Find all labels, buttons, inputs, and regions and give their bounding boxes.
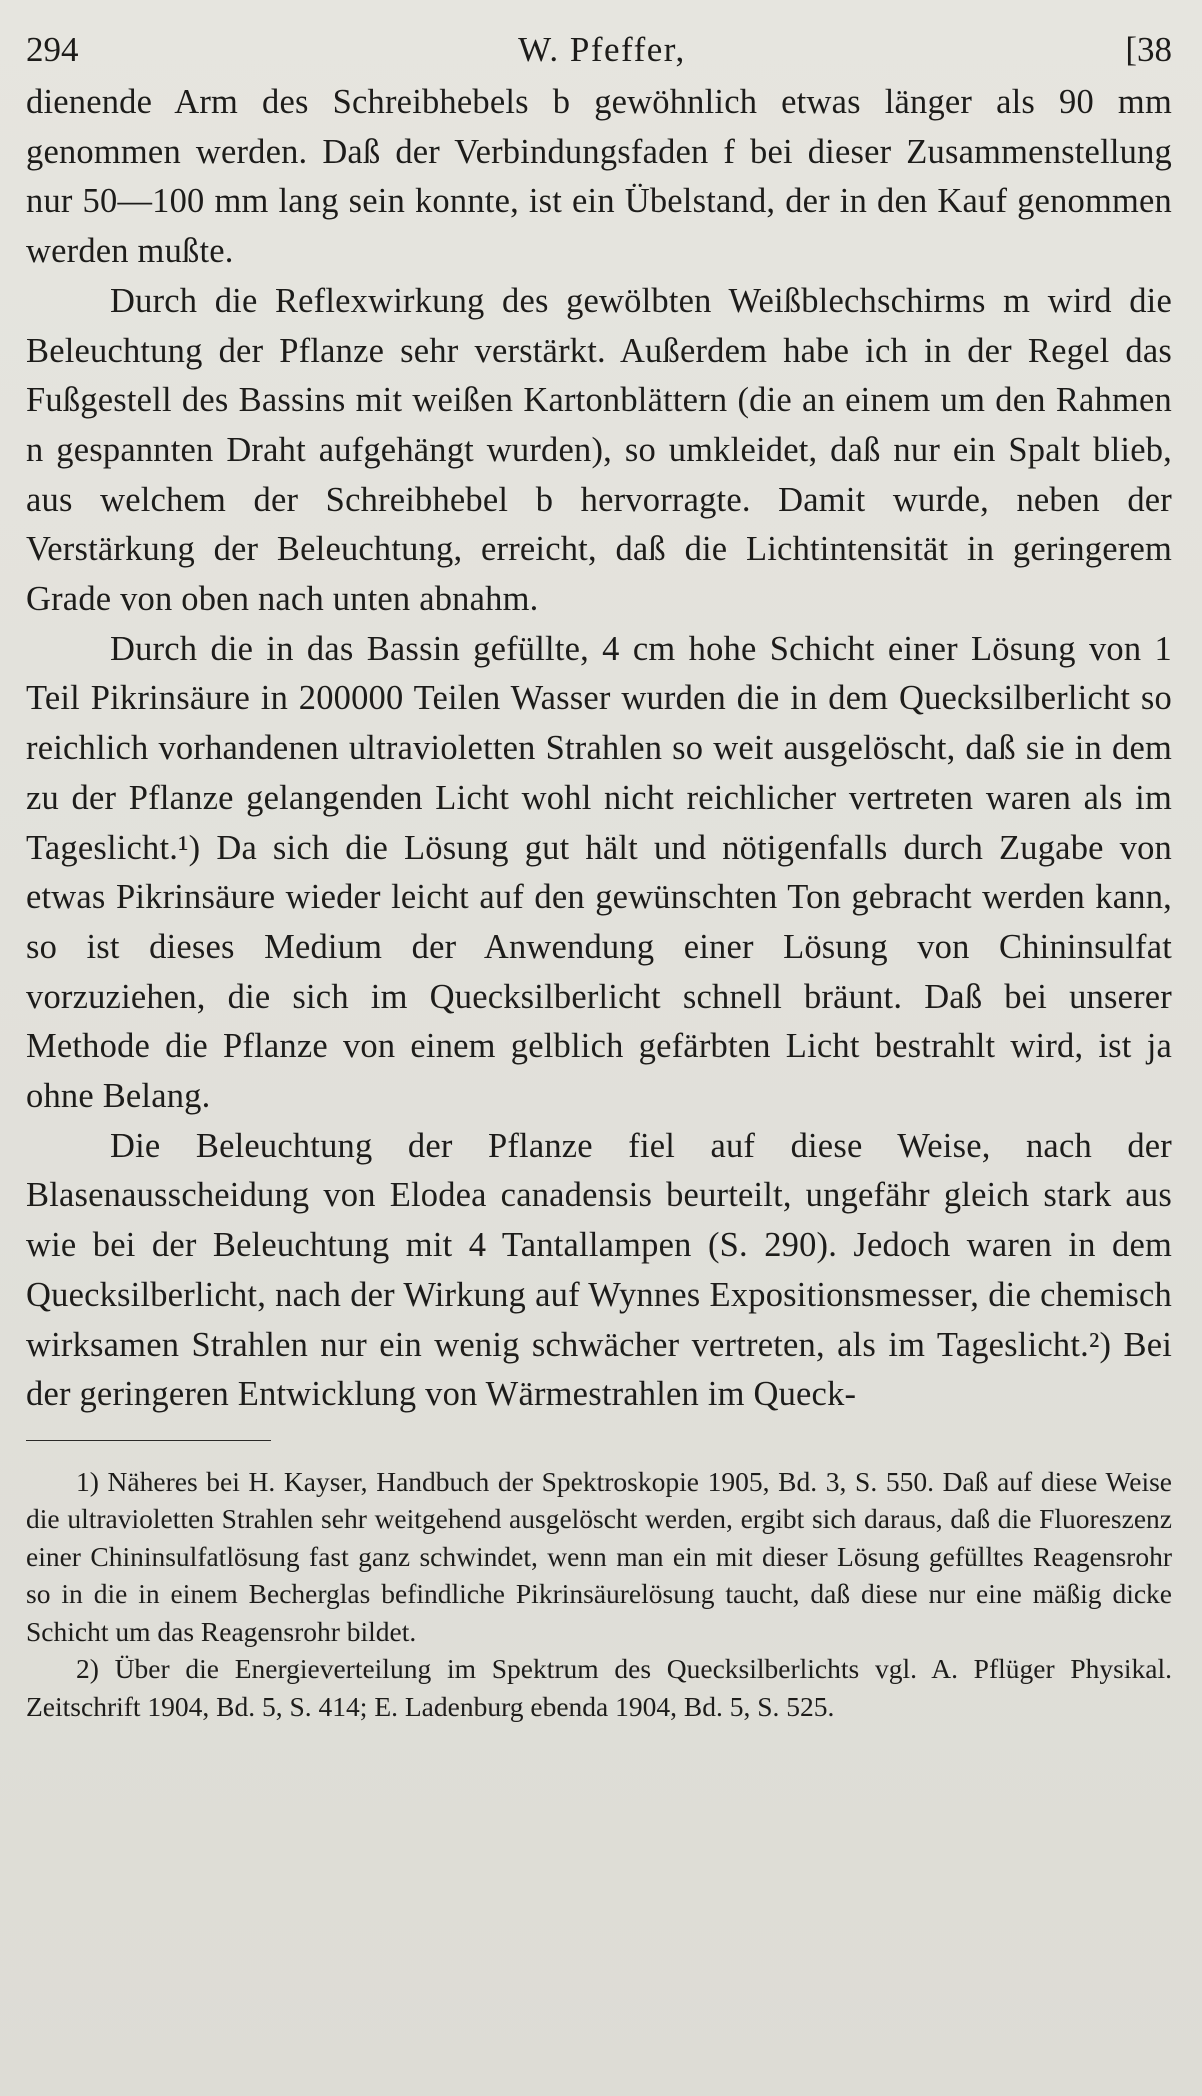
paragraph-continuation: dienende Arm des Schreibhebels b gewöhnlich etwas länger als 90 mm genommen werden. Daß der Verbindungsfaden f bei dieser Zusammenstellung nur 50—100 mm lang sein konnte, ist ein Übelstand, der in den Kauf genommen werden mußte. — [26, 83, 1172, 271]
running-head — [26, 22, 1172, 78]
footnotes — [26, 1463, 1172, 1726]
section-number: [38 — [1125, 30, 1172, 69]
footnote-1: 1) Näheres bei H. Kayser, Handbuch der Spektroskopie 1905, Bd. 3, S. 550. Daß auf diese Weise die ultravioletten Strahlen sehr weitgehend ausgelöscht werden, ergibt sich daraus, daß die Fluoreszenz einer Chininsulfatlösung fast ganz schwindet, wenn man ein mit dieser Lösung gefülltes Reagensrohr so in die in einem Becherglas befindliche Pikrinsäurelösung taucht, daß diese nur eine mäßig dicke Schicht um das Reagensrohr bildet. — [26, 1465, 1172, 1647]
footnote-2: 2) Über die Energieverteilung im Spektrum des Quecksilberlichts vgl. A. Pflüger Physikal. Zeitschrift 1904, Bd. 5, S. 414; E. Ladenburg ebenda 1904, Bd. 5, S. 525. — [26, 1653, 1172, 1722]
running-head-author: W. Pfeffer, — [518, 30, 686, 69]
paragraph-reflection: Durch die Reflexwirkung des gewölbten Weißblechschirms m wird die Beleuchtung der Pflanze sehr verstärkt. Außerdem habe ich in der Regel das Fußgestell des Bassins mit weißen Kartonblättern (die an einem um den Rahmen n gespannten Draht aufgehängt wurden), so umkleidet, daß nur ein Spalt blieb, aus welchem der Schreibhebel b hervorragte. Damit wurde, neben der Verstärkung der Beleuchtung, erreicht, daß die Lichtintensität in geringerem Grade von oben nach unten abnahm. — [26, 281, 1172, 619]
paragraph-picric-acid: Durch die in das Bassin gefüllte, 4 cm hohe Schicht einer Lösung von 1 Teil Pikrinsäure in 200000 Teilen Wasser wurden die in dem Quecksilberlicht so reichlich vorhandenen ultravioletten Strahlen so weit ausgelöscht, daß sie in dem zu der Pflanze gelangenden Licht wohl nicht reichlicher vertreten waren als im Tageslicht.¹) Da sich die Lösung gut hält und nötigenfalls durch Zugabe von etwas Pikrinsäure wieder leicht auf den gewünschten Ton gebracht werden kann, so ist dieses Medium der Anwendung einer Lösung von Chininsulfat vorzuziehen, die sich im Quecksilberlicht schnell bräunt. Daß bei unserer Methode die Pflanze von einem gelblich gefärbten Licht bestrahlt wird, ist ja ohne Belang. — [26, 629, 1172, 1116]
page-number: 294 — [26, 30, 79, 69]
body-text — [26, 78, 1172, 1420]
paragraph-illumination: Die Beleuchtung der Pflanze fiel auf diese Weise, nach der Blasenausscheidung von Elodea canadensis beurteilt, ungefähr gleich stark aus wie bei der Beleuchtung mit 4 Tantallampen (S. 290). Jedoch waren in dem Quecksilberlicht, nach der Wirkung auf Wynnes Expositionsmesser, die chemisch wirksamen Strahlen nur ein wenig schwächer vertreten, als im Tageslicht.²) Bei der geringeren Entwicklung von Wärmestrahlen im Queck- — [26, 1126, 1172, 1414]
footnote-divider — [26, 1440, 271, 1441]
